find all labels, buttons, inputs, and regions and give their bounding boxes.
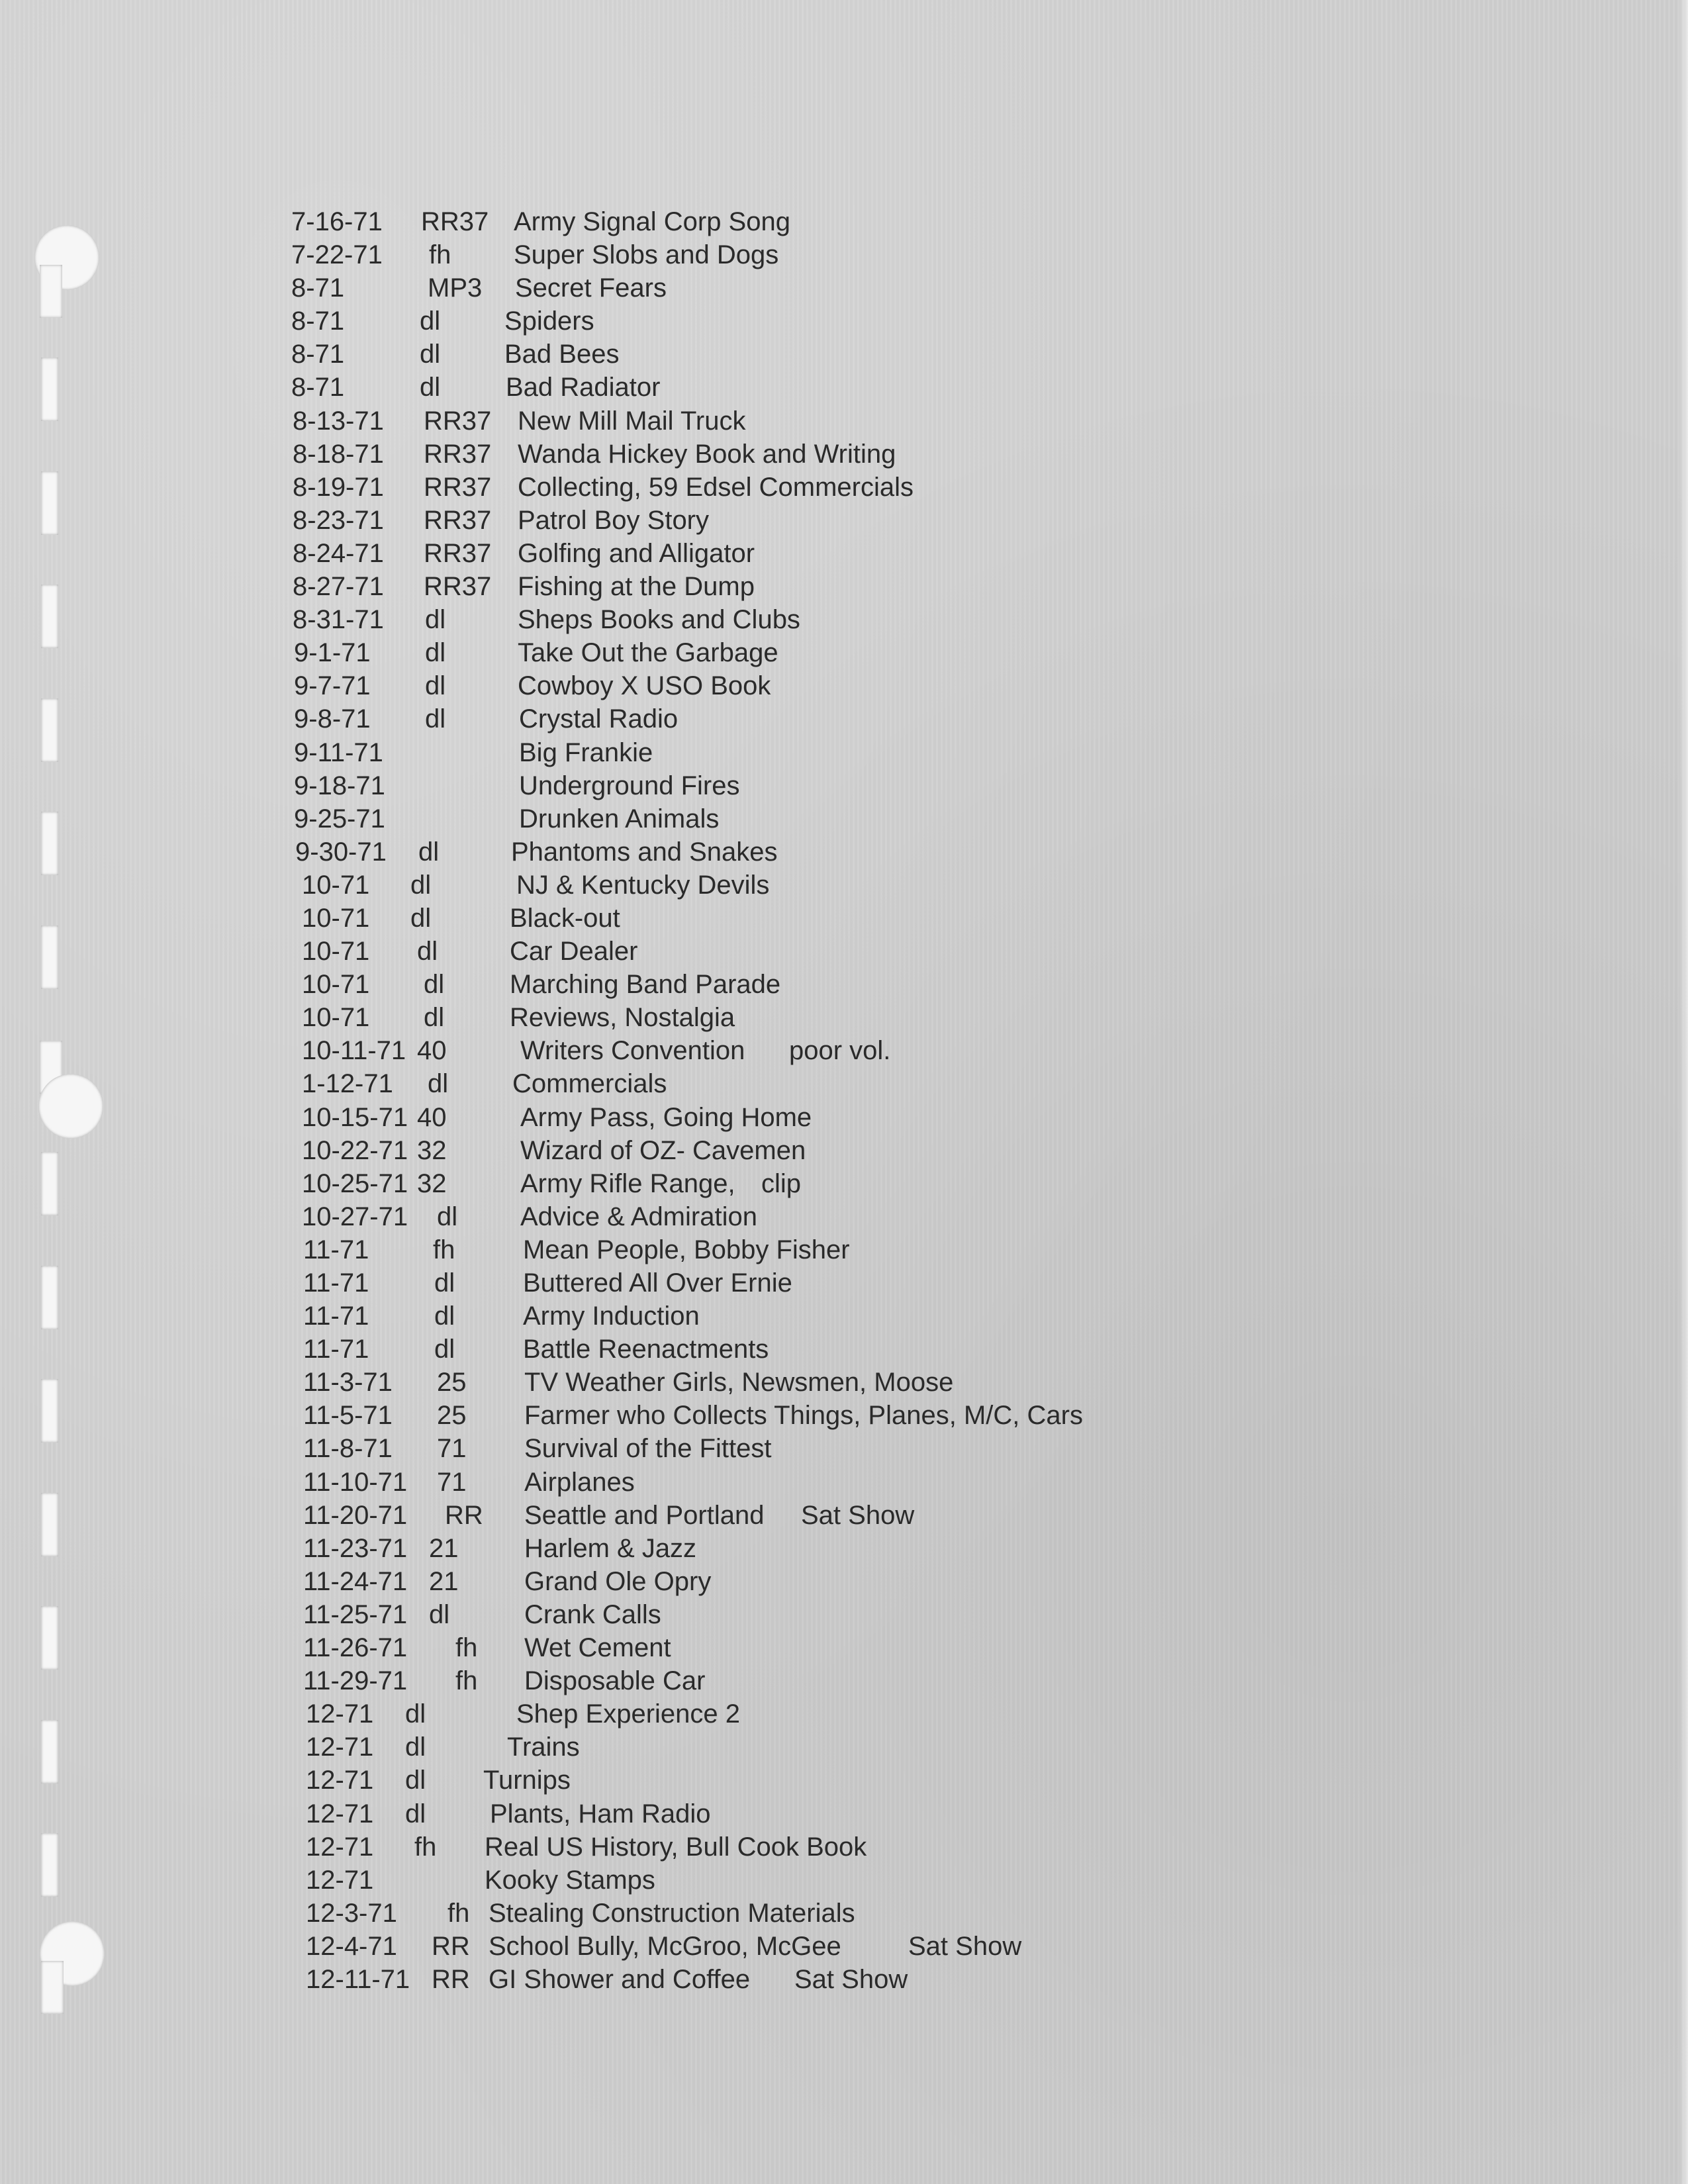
entry-code: dl [405,1699,426,1729]
log-entry [0,1399,1688,1432]
log-entry [0,1200,1688,1233]
log-entry [0,305,1688,338]
log-entry [0,1432,1688,1465]
episode-log [0,205,1688,1996]
entry-code: RR [445,1500,483,1530]
entry-date: 11-5-71 [303,1401,393,1431]
entry-date: 8-19-71 [293,472,384,502]
entry-title: Buttered All Over Ernie [523,1268,792,1298]
log-entry [0,1830,1688,1864]
entry-title: NJ & Kentucky Devils [516,870,770,900]
entry-title: Army Signal Corp Song [514,207,790,236]
entry-title: Super Slobs and Dogs [514,240,779,270]
log-entry [0,1233,1688,1266]
log-entry [0,338,1688,371]
entry-date: 10-71 [302,970,370,1000]
entry-title: Kooky Stamps [485,1865,655,1895]
entry-date: 11-71 [303,1268,369,1298]
entry-code: RR37 [421,207,489,236]
entry-code: RR37 [424,439,492,469]
entry-title: Stealing Construction Materials [489,1898,855,1928]
entry-title: Survival of the Fittest [524,1434,772,1464]
entry-date: 8-31-71 [293,605,384,635]
entry-title: Disposable Car [524,1666,706,1696]
log-entry [0,371,1688,404]
entry-title: Farmer who Collects Things, Planes, M/C, Cars [524,1401,1083,1431]
entry-date: 8-71 [291,307,345,336]
entry-title: Drunken Animals [519,804,720,833]
entry-code: dl [405,1766,426,1795]
entry-note: poor vol. [789,1036,891,1066]
entry-title: Plants, Ham Radio [490,1799,711,1828]
log-entry [0,471,1688,504]
entry-code: dl [410,870,432,900]
entry-title: Writers Convention [520,1036,745,1066]
log-entry [0,1565,1688,1598]
log-entry [0,1101,1688,1134]
log-entry [0,935,1688,968]
entry-date: 1-12-71 [302,1069,393,1099]
entry-title: Crank Calls [524,1599,661,1629]
entry-note: Sat Show [794,1964,908,1994]
entry-date: 9-7-71 [294,671,371,701]
entry-date: 12-71 [306,1766,374,1795]
log-entry [0,835,1688,869]
entry-title: Marching Band Parade [510,970,781,1000]
log-entry [0,1499,1688,1532]
entry-title: Grand Ole Opry [524,1566,712,1596]
entry-date: 12-71 [306,1799,374,1828]
entry-title: Turnips [483,1766,571,1795]
entry-code: 40 [417,1036,447,1066]
entry-code: fh [414,1832,437,1862]
entry-date: 11-8-71 [303,1434,393,1464]
entry-title: Car Dealer [510,937,638,967]
entry-title: Golfing and Alligator [518,538,755,568]
entry-code: dl [434,1268,455,1298]
entry-code: 71 [437,1467,467,1497]
entry-title: TV Weather Girls, Newsmen, Moose [524,1368,954,1398]
entry-title: Bad Radiator [506,373,661,403]
entry-title: Commercials [512,1069,667,1099]
log-entry [0,438,1688,471]
log-entry [0,1930,1688,1963]
entry-title: Black-out [510,903,620,933]
entry-date: 8-18-71 [293,439,384,469]
entry-title: Wanda Hickey Book and Writing [518,439,896,469]
entry-title: Advice & Admiration [520,1202,757,1231]
entry-date: 11-10-71 [303,1467,408,1497]
entry-code: 25 [437,1368,467,1398]
entry-title: Mean People, Bobby Fisher [523,1235,850,1264]
entry-code: RR [432,1931,470,1961]
entry-code: RR37 [424,505,492,535]
entry-title: Bad Bees [504,340,620,369]
entry-code: fh [455,1666,478,1696]
entry-date: 11-71 [303,1302,369,1331]
entry-code: RR37 [424,572,492,602]
log-entry [0,1631,1688,1664]
entry-date: 8-13-71 [293,406,384,436]
entry-code: dl [425,605,446,635]
log-entry [0,537,1688,570]
entry-code: fh [455,1633,478,1663]
entry-code: dl [405,1799,426,1828]
log-entry [0,1897,1688,1930]
log-entry [0,1864,1688,1897]
entry-date: 11-3-71 [303,1368,393,1398]
entry-date: 9-1-71 [294,638,371,668]
log-entry [0,205,1688,238]
entry-title: Fishing at the Dump [518,572,755,602]
log-entry [0,1598,1688,1631]
entry-title: Wizard of OZ- Cavemen [520,1135,806,1165]
entry-date: 7-22-71 [291,240,383,270]
entry-code: dl [418,837,440,867]
entry-code: 21 [429,1533,459,1563]
log-entry [0,1532,1688,1565]
log-entry [0,1266,1688,1300]
log-entry [0,504,1688,537]
log-entry [0,570,1688,603]
entry-code: dl [424,1003,445,1033]
log-entry [0,869,1688,902]
entry-note: Sat Show [801,1500,915,1530]
entry-code: dl [417,937,438,967]
log-entry [0,1366,1688,1399]
entry-title: Army Pass, Going Home [520,1102,812,1132]
entry-code: 32 [417,1168,447,1198]
entry-code: dl [410,903,432,933]
entry-code: dl [405,1733,426,1762]
entry-date: 10-27-71 [302,1202,408,1231]
entry-code: dl [420,340,441,369]
log-entry [0,769,1688,802]
entry-code: dl [437,1202,458,1231]
entry-title: Reviews, Nostalgia [510,1003,735,1033]
log-entry [0,1333,1688,1366]
log-entry [0,238,1688,271]
entry-date: 12-11-71 [306,1964,410,1994]
entry-code: RR37 [424,538,492,568]
entry-title: Sheps Books and Clubs [518,605,800,635]
entry-date: 8-27-71 [293,572,384,602]
entry-date: 10-71 [302,937,370,967]
entry-date: 12-4-71 [306,1931,397,1961]
entry-code: dl [425,638,446,668]
log-entry [0,271,1688,305]
log-entry [0,1697,1688,1731]
entry-date: 10-71 [302,1003,370,1033]
entry-date: 8-71 [291,373,345,403]
entry-title: Collecting, 59 Edsel Commercials [518,472,914,502]
log-entry [0,603,1688,636]
entry-code: dl [420,307,441,336]
log-entry [0,1731,1688,1764]
entry-date: 10-25-71 [302,1168,408,1198]
entry-date: 11-26-71 [303,1633,408,1663]
log-entry [0,902,1688,935]
entry-date: 11-71 [303,1235,369,1264]
entry-title: Battle Reenactments [523,1335,769,1364]
entry-code: 21 [429,1566,459,1596]
entry-code: dl [420,373,441,403]
entry-date: 12-71 [306,1699,374,1729]
entry-title: Big Frankie [519,737,653,767]
entry-code: dl [424,970,445,1000]
entry-date: 8-23-71 [293,505,384,535]
entry-date: 9-30-71 [295,837,387,867]
entry-title: Army Induction [523,1302,700,1331]
entry-date: 10-71 [302,903,370,933]
entry-date: 9-18-71 [294,771,385,800]
log-entry [0,968,1688,1001]
entry-code: fh [433,1235,455,1264]
entry-date: 11-24-71 [303,1566,408,1596]
entry-title: Harlem & Jazz [524,1533,697,1563]
entry-code: 25 [437,1401,467,1431]
log-entry [0,1963,1688,1996]
entry-title: Wet Cement [524,1633,671,1663]
entry-code: fh [447,1898,470,1928]
entry-title: Trains [507,1733,580,1762]
log-entry [0,702,1688,736]
entry-date: 12-71 [306,1832,374,1862]
entry-code: fh [429,240,451,270]
entry-code: MP3 [428,273,483,303]
entry-title: Crystal Radio [519,704,679,734]
entry-code: RR37 [424,472,492,502]
entry-title: Spiders [504,307,594,336]
entry-date: 9-8-71 [294,704,371,734]
entry-code: RR37 [424,406,492,436]
entry-title: Real US History, Bull Cook Book [485,1832,867,1862]
log-entry [0,1034,1688,1067]
entry-title: Seattle and Portland [524,1500,765,1530]
entry-code: RR [432,1964,470,1994]
entry-code: 40 [417,1102,447,1132]
entry-code: 32 [417,1135,447,1165]
entry-title: Army Rifle Range, [520,1168,735,1198]
entry-date: 9-25-71 [294,804,385,833]
log-entry [0,1300,1688,1333]
entry-date: 11-20-71 [303,1500,408,1530]
entry-code: dl [428,1069,449,1099]
entry-title: New Mill Mail Truck [518,406,746,436]
entry-date: 11-29-71 [303,1666,408,1696]
log-entry [0,404,1688,438]
entry-title: Secret Fears [515,273,667,303]
entry-code: dl [425,704,446,734]
entry-code: dl [434,1302,455,1331]
entry-code: dl [434,1335,455,1364]
log-entry [0,1797,1688,1830]
entry-title: Cowboy X USO Book [518,671,771,701]
entry-date: 10-71 [302,870,370,900]
entry-date: 10-11-71 [302,1036,406,1066]
entry-note: Sat Show [908,1931,1022,1961]
entry-date: 11-25-71 [303,1599,408,1629]
entry-code: dl [425,671,446,701]
log-entry [0,1664,1688,1697]
entry-date: 12-71 [306,1733,374,1762]
log-entry [0,1134,1688,1167]
entry-code: 71 [437,1434,467,1464]
entry-title: Patrol Boy Story [518,505,710,535]
log-entry [0,636,1688,669]
log-entry [0,1167,1688,1200]
entry-date: 8-24-71 [293,538,384,568]
entry-title: Shep Experience 2 [516,1699,741,1729]
entry-title: Phantoms and Snakes [511,837,778,867]
entry-date: 7-16-71 [291,207,383,236]
entry-code: dl [429,1599,450,1629]
entry-date: 10-22-71 [302,1135,408,1165]
log-entry [0,1466,1688,1499]
log-entry [0,802,1688,835]
entry-date: 12-71 [306,1865,374,1895]
entry-title: Underground Fires [519,771,740,800]
entry-date: 12-3-71 [306,1898,397,1928]
entry-date: 11-71 [303,1335,369,1364]
entry-date: 8-71 [291,273,345,303]
log-entry [0,736,1688,769]
log-entry [0,1764,1688,1797]
log-entry [0,1001,1688,1034]
entry-date: 10-15-71 [302,1102,408,1132]
entry-title: Airplanes [524,1467,635,1497]
log-entry [0,669,1688,702]
entry-date: 8-71 [291,340,345,369]
entry-note: clip [761,1168,802,1198]
entry-title: School Bully, McGroo, McGee [489,1931,841,1961]
entry-title: Take Out the Garbage [518,638,778,668]
entry-title: GI Shower and Coffee [489,1964,751,1994]
entry-date: 11-23-71 [303,1533,408,1563]
log-entry [0,1067,1688,1100]
entry-date: 9-11-71 [294,737,383,767]
